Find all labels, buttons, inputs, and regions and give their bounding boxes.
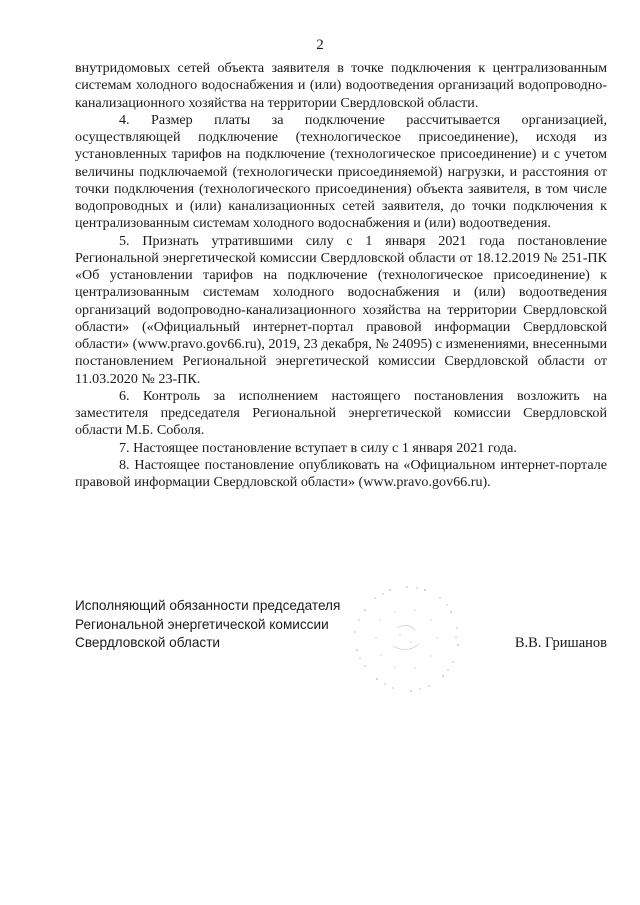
paragraph-5: 5. Признать утратившими силу с 1 января 2021 года постановление Региональной энергетической комиссии Свердловской области от 18.12.2019 № 251-ПК «Об установлении тарифов на подключение (технологическое присоединение) к централизованным системам холодного водоснабжения и (или) водоотведения организаций водопроводно-канализационного хозяйства на территории Свердловской области» («Официальный интернет-портал правовой информации Свердловской области» (www.pravo.gov66.ru), 2019, 23 декабря, № 24095) с изменениями, внесенными постановлением Региональной энергетической комиссии Свердловской области от 11.03.2020 № 23-ПК. <box>75 232 607 387</box>
document-body <box>75 60 607 491</box>
page-number: 2 <box>316 37 324 53</box>
paragraph-7: 7. Настоящее постановление вступает в силу с 1 января 2021 года. <box>119 439 517 456</box>
paragraph-8: 8. Настоящее постановление опубликовать на «Официальном интернет-портале правовой информации Свердловской области» (www.pravo.gov66.ru). <box>75 456 607 490</box>
paragraph-4: 4. Размер платы за подключение рассчитывается организацией, осуществляющей подключение (технологическое присоединение), исходя из установленных тарифов на подключение (технологическое присоединение) и с учетом величины подключаемой (технологически присоединяемой) нагрузки, и расстояния от точки подключения (технологического присоединения) объекта заявителя, в том числе водопроводных и (или) канализационных сетей заявителя, до точки подключения к централизованным системам холодного водоснабжения и (или) водоотведения. <box>75 111 607 232</box>
signatory-position <box>75 597 375 653</box>
paragraph-continuation: внутридомовых сетей объекта заявителя в точке подключения к централизованным системам холодного водоснабжения и (или) водоотведения организаций водопроводно-канализационного хозяйства на территории Свердловской области. <box>75 60 607 111</box>
paragraph-6: 6. Контроль за исполнением настоящего постановления возложить на заместителя председателя Региональной энергетической комиссии Свердловской области М.Б. Соболя. <box>75 387 607 439</box>
signatory-position-line: Региональной энергетической комиссии <box>75 616 329 632</box>
signatory-name: В.В. Гришанов <box>514 635 607 651</box>
signatory-position-line: Свердловской области <box>75 635 221 650</box>
signatory-position-line: Исполняющий обязанности председателя <box>75 598 341 613</box>
signature-block <box>75 597 607 653</box>
